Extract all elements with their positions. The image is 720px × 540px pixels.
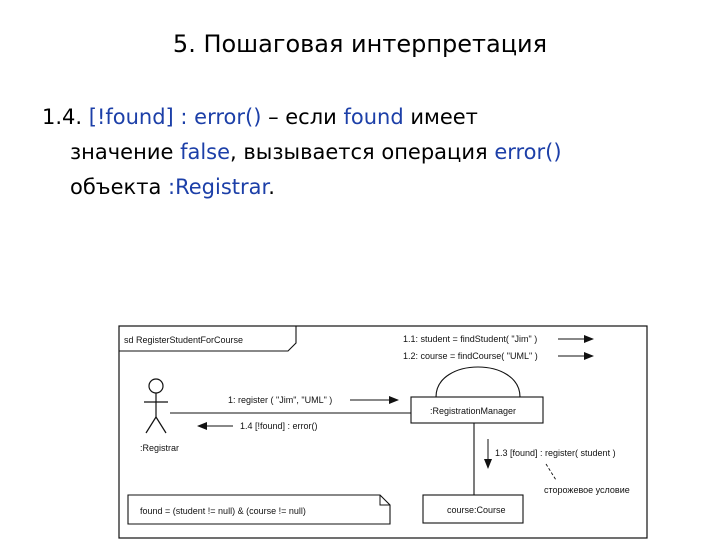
body-line-1 xyxy=(42,100,682,135)
text-fragment: имеет xyxy=(403,105,478,129)
registration-manager-label: :RegistrationManager xyxy=(430,406,517,416)
message-1-label: 1: register ( "Jim", "UML" ) xyxy=(228,395,333,405)
text-fragment: объекта xyxy=(70,175,169,199)
text-fragment: – если xyxy=(261,105,344,129)
body-line-3 xyxy=(42,170,682,205)
text-fragment: значение xyxy=(70,140,181,164)
text-fragment: . xyxy=(268,175,275,199)
message-1-1-label: 1.1: student = findStudent( "Jim" ) xyxy=(403,334,538,344)
guard-pointer xyxy=(546,464,556,480)
constraint-note-text: found = (student != null) & (course != null) xyxy=(140,506,306,516)
keyword-found: found xyxy=(343,105,404,129)
keyword-false: false xyxy=(180,140,231,164)
text-fragment: , вызывается операция xyxy=(230,140,495,164)
item-number: 1.4. xyxy=(42,105,89,129)
keyword-registrar: :Registrar xyxy=(168,175,269,199)
message-1-4-label: 1.4 [!found] : error() xyxy=(240,421,318,431)
body-paragraph xyxy=(42,100,682,205)
guard-note: сторожевое условие xyxy=(544,485,630,495)
frame-label: sd RegisterStudentForCourse xyxy=(124,335,244,345)
message-1-2-label: 1.2: course = findCourse( "UML" ) xyxy=(403,351,538,361)
guard-expression: [!found] : error() xyxy=(88,105,262,129)
actor-icon xyxy=(144,379,168,433)
actor-label: :Registrar xyxy=(140,443,180,453)
body-line-2 xyxy=(42,135,682,170)
communication-diagram xyxy=(118,325,648,539)
slide-title: 5. Пошаговая интерпретация xyxy=(172,30,548,58)
self-link xyxy=(436,367,520,397)
keyword-error: error() xyxy=(494,140,562,164)
course-object-label: course:Course xyxy=(447,505,506,515)
message-1-3-label: 1.3 [found] : register( student ) xyxy=(495,448,616,458)
